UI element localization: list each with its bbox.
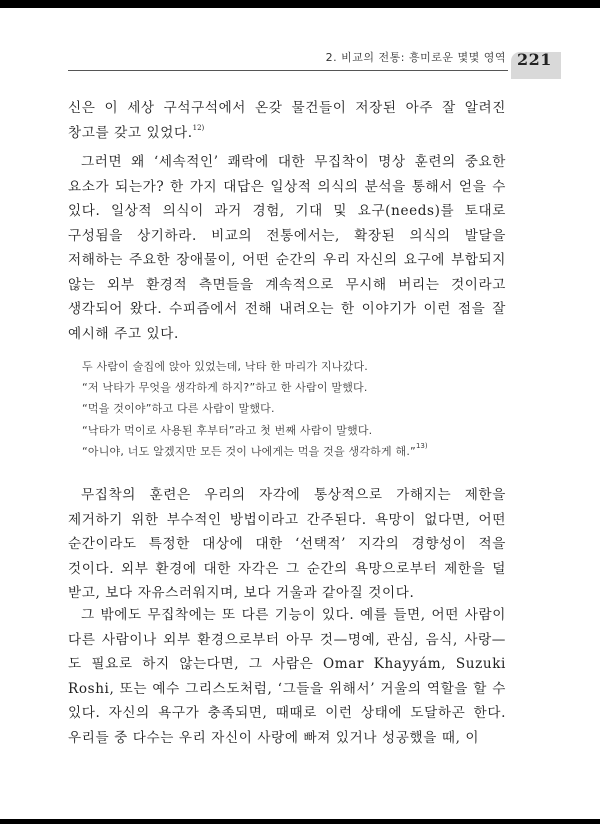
header-rule [68, 70, 508, 71]
quote-line: “낙타가 먹이로 사용된 후부터”라고 첫 번째 사람이 말했다. [82, 423, 373, 437]
quote-line: “먹을 것이야”하고 다른 사람이 말했다. [82, 402, 275, 416]
quote-line-last [82, 441, 502, 462]
footnote-ref: 12) [192, 123, 205, 132]
paragraph: 그 밖에도 무집착에는 또 다른 기능이 있다. 예를 들면, 어떤 사람이 다른 사람이나 외부 환경으로부터 아무 것—명예, 관심, 음식, 사랑—도 필요로 하지 않는다면, 그 사람은 Omar Khayyám, Suzuki Roshi, 또는 예수 그리스도처럼, ‘그들을 위해서’ 거울의 역할을 할 수 있다. 자신의 욕구가 충족되면, 때때로 이런 상태에 도달하곤 한다. 우리들 중 다수는 우리 자신이 사랑에 빠져 있거나 성공했을 때, 이 [68, 607, 506, 746]
paragraph-continued [68, 96, 506, 145]
page-number: 221 [517, 50, 552, 69]
quote-line: 두 사람이 술집에 앉아 있었는데, 낙타 한 마리가 지나갔다. [82, 360, 368, 373]
footnote-ref: 13) [415, 441, 428, 450]
top-frame-bar [0, 0, 600, 8]
paragraph-text: 신은 이 세상 구석구석에서 온갖 물건들이 저장된 아주 잘 알려진 창고를 갖고 있었다. [68, 100, 506, 141]
sufi-story-quote [82, 356, 502, 462]
quote-line: “저 낙타가 무엇을 생각하게 하지?”하고 한 사람이 말했다. [82, 381, 368, 395]
paragraph: 무집착의 훈련은 우리의 자각에 통상적으로 가해지는 제한을 제거하기 위한 부수적인 방법이라고 간주된다. 욕망이 없다면, 어떤 순간이라도 특정한 대상에 대한 ‘선택적’ 지각의 경향성이 적을 것이다. 외부 환경에 대한 자각은 그 순간의 욕망으로부터 제한을 덜 받고, 보다 자유스러워지며, 보다 거울과 같아질 것이다. [68, 487, 506, 601]
paragraph: 그러면 왜 ‘세속적인’ 쾌락에 대한 무집착이 명상 훈련의 중요한 요소가 되는가? 한 가지 대답은 일상적 의식의 분석을 통해서 얻을 수 있다. 일상적 의식이 과거 경험, 기대 및 요구(needs)를 토대로 구성됨을 상기하라. 비교의 전통에서는, 확장된 의식의 발달을 저해하는 주요한 장애물이, 어떤 순간의 우리 자신의 요구에 부합되지 않는 외부 환경적 측면들을 계속적으로 무시해 버리는 것이라고 생각되어 왔다. 수피즘에서 전해 내려오는 한 이야기가 이런 점을 잘 예시해 주고 있다. [68, 154, 506, 342]
bottom-frame-bar [0, 819, 600, 824]
quote-text: “아니야, 너도 알겠지만 모든 것이 나에게는 먹을 것을 생각하게 해.” [82, 444, 416, 458]
running-head: 2. 비교의 전통: 흥미로운 몇몇 영역 [325, 51, 506, 64]
